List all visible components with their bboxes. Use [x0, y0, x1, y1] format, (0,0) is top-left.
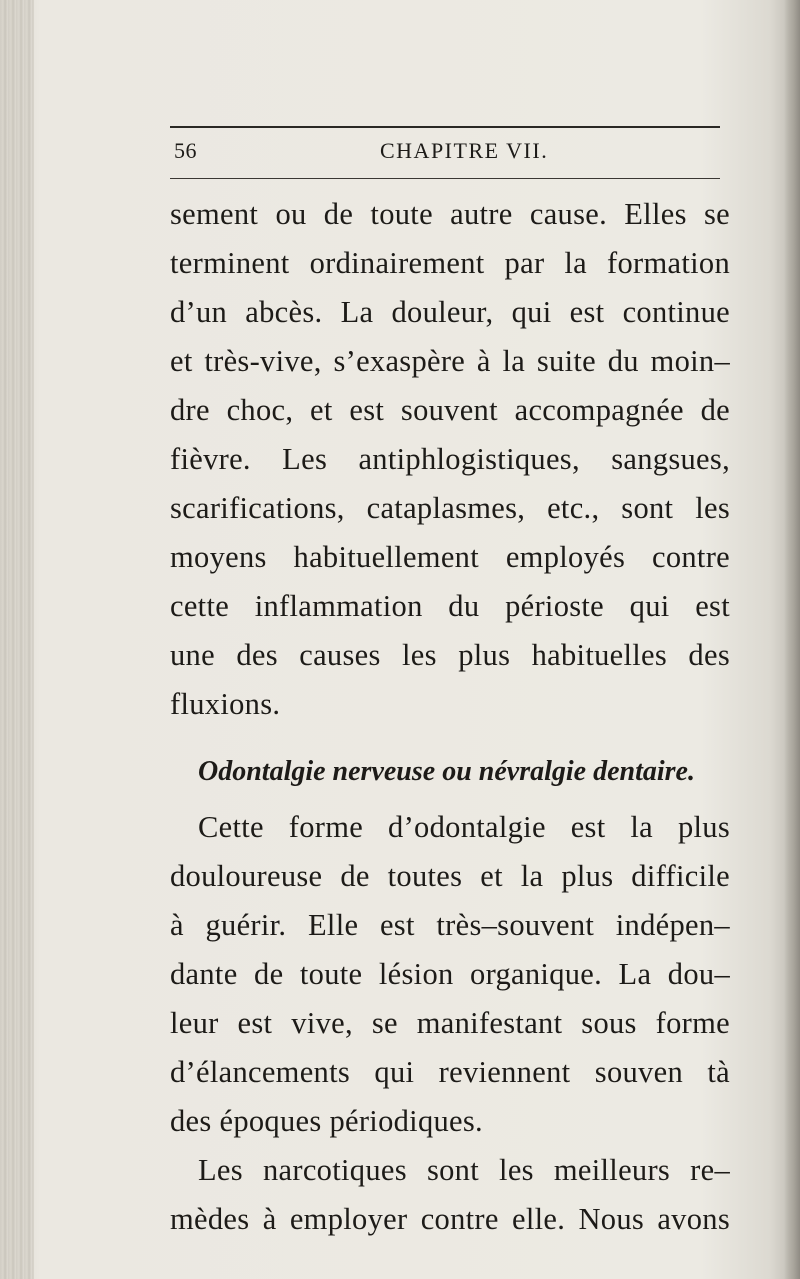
page-number: 56	[174, 138, 197, 163]
text-line: moyens habituellement employés contre	[170, 540, 730, 574]
text-line: des époques périodiques.	[170, 1104, 483, 1138]
text-line: douloureuse de toutes et la plus difficile	[170, 859, 730, 893]
text-line: leur est vive, se manifestant sous forme	[170, 1006, 730, 1040]
text-line: d’élancements qui reviennent souven tà	[170, 1055, 730, 1089]
text-line: scarifications, cataplasmes, etc., sont les	[170, 491, 730, 525]
text-line: fièvre. Les antiphlogistiques, sangsues,	[170, 442, 730, 476]
paragraph	[170, 803, 730, 1146]
text-line: une des causes les plus habituelles des	[170, 638, 730, 672]
text-line: d’un abcès. La douleur, qui est continue	[170, 295, 730, 329]
text-line: cette inflammation du périoste qui est	[170, 589, 730, 623]
running-head: CHAPITRE VII.	[380, 138, 549, 163]
header-bottom-rule	[170, 178, 720, 179]
text-line: dante de toute lésion organique. La dou–	[170, 957, 730, 991]
text-line: Cette forme d’odontalgie est la plus	[198, 810, 730, 844]
text-line: sement ou de toute autre cause. Elles se	[170, 197, 730, 231]
text-line: et très-vive, s’exaspère à la suite du moin–	[170, 344, 730, 378]
section-heading: Odontalgie nerveuse ou névralgie dentaire.	[198, 756, 695, 787]
header-top-rule	[170, 126, 720, 128]
text-line: fluxions.	[170, 687, 281, 721]
body-text	[170, 190, 730, 1244]
text-line: mèdes à employer contre elle. Nous avons	[170, 1202, 730, 1236]
text-line: à guérir. Elle est très–souvent indépen–	[170, 908, 730, 942]
page-binding-edge	[0, 0, 34, 1279]
paragraph	[170, 1146, 730, 1244]
text-line: dre choc, et est souvent accompagnée de	[170, 393, 730, 427]
text-line: Les narcotiques sont les meilleurs re–	[198, 1153, 730, 1187]
paragraph-continued	[170, 190, 730, 729]
page-right-edge	[784, 0, 800, 1279]
page-header	[170, 126, 720, 182]
text-line: terminent ordinairement par la formation	[170, 246, 730, 280]
